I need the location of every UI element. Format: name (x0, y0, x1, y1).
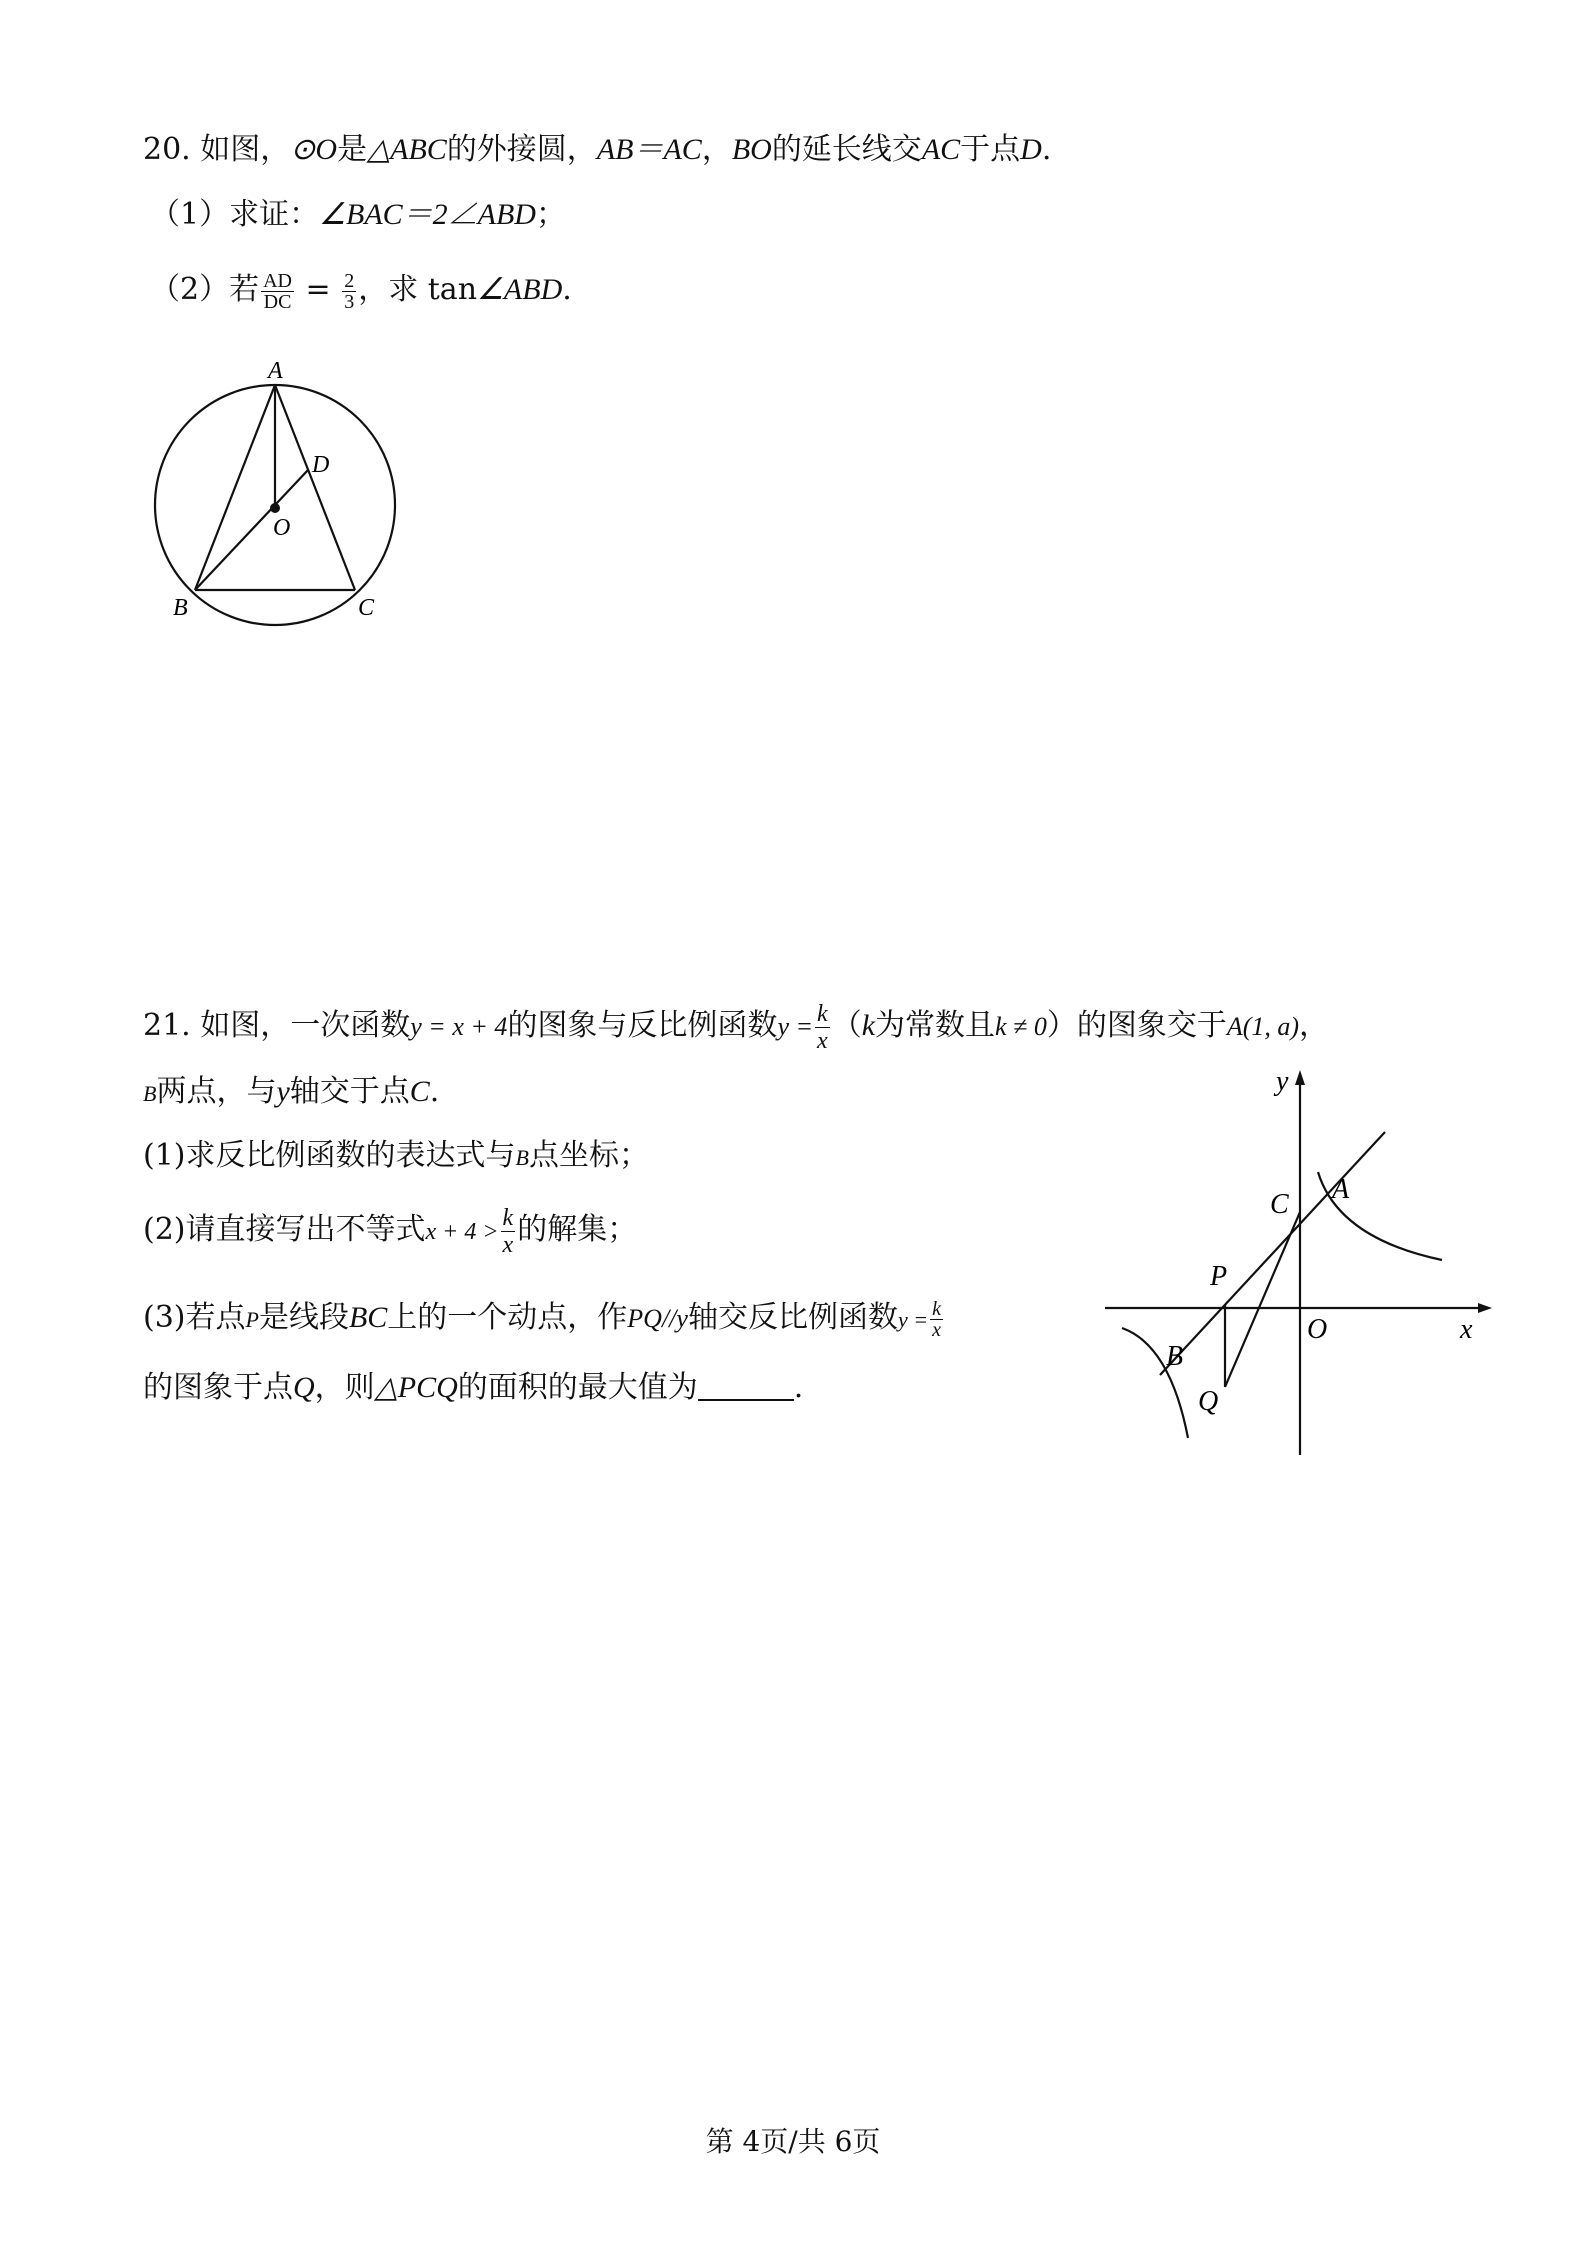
q20-bo: BO (731, 133, 772, 166)
q21-text: 的面积的最大值为 (457, 1370, 698, 1405)
q20-text: 的延长线交 (771, 132, 922, 167)
fraction-numerator: k (932, 1297, 941, 1320)
q21-y-equals: y = (897, 1307, 929, 1332)
q20-text: ，求 tan (358, 272, 478, 307)
q21-k-over-x (815, 1001, 830, 1054)
label-o: O (273, 515, 291, 541)
q21-part3-text: (3)若点 (143, 1300, 246, 1335)
q20-text: . (562, 272, 572, 307)
q21-number: 21. (143, 1008, 191, 1043)
q21-bc: BC (348, 1301, 388, 1334)
q21-text: 为常数且 (875, 1008, 996, 1043)
page-footer: 第 4页/共 6页 (705, 2125, 881, 2158)
q20-equals: = (305, 272, 331, 307)
q21-y-equals: y = (777, 1012, 814, 1041)
label-a: A (1332, 1174, 1350, 1205)
q21-p: P (245, 1307, 259, 1332)
segment-ab (195, 385, 275, 590)
q21-text: 轴交于点 (289, 1074, 410, 1109)
q20-ab-eq-ac: AB＝AC (596, 133, 702, 166)
label-d: D (312, 452, 330, 478)
q21-text: 如图，一次函数 (200, 1008, 411, 1043)
q20-part2-label: （2）若 (150, 272, 260, 307)
q21-y: y (676, 1304, 688, 1333)
segment-ac (275, 385, 355, 590)
q21-part1-b: B (515, 1145, 529, 1170)
label-b: B (1166, 1341, 1184, 1372)
q21-inequality: x + 4 > (425, 1219, 499, 1245)
linear-function-line (1160, 1132, 1385, 1375)
label-b: B (173, 595, 188, 621)
q20-value-fraction (342, 271, 356, 312)
fraction-denominator: x (817, 1027, 828, 1054)
q20-circle-figure (140, 350, 420, 630)
fraction-denominator: x (932, 1318, 941, 1341)
fraction-denominator: DC (263, 290, 292, 313)
q21-part3-line2 (143, 1368, 803, 1408)
q20-ac: AC (921, 133, 961, 166)
answer-blank[interactable] (698, 1371, 794, 1401)
q21-text: ， (1299, 1008, 1330, 1043)
y-axis-arrow-icon (1295, 1070, 1305, 1085)
q21-part1 (143, 1136, 649, 1178)
q20-part2 (150, 270, 572, 312)
q20-d: D (1020, 133, 1042, 166)
q21-k: k (861, 1009, 876, 1042)
segment-bd (195, 470, 308, 590)
q21-text: 两点，与 (156, 1074, 277, 1109)
q21-text: 的图象与反比例函数 (507, 1008, 778, 1043)
label-o: O (1307, 1314, 1328, 1345)
fraction-numerator: k (502, 1204, 514, 1231)
fraction-denominator: x (502, 1231, 514, 1258)
q21-text: 上的一个动点，作 (387, 1300, 628, 1335)
q21-text: . (793, 1370, 804, 1405)
q21-c: C (409, 1075, 430, 1108)
q21-part3-line1 (143, 1290, 945, 1348)
q20-circle-o: ⊙O (290, 133, 338, 166)
q21-q: Q (293, 1371, 315, 1404)
label-a: A (268, 358, 283, 384)
q20-stem (143, 130, 1051, 170)
q20-text: . (1041, 132, 1052, 167)
label-x: x (1460, 1314, 1473, 1345)
fraction-numerator: AD (263, 269, 292, 292)
center-point-o (270, 503, 280, 513)
label-q: Q (1198, 1386, 1219, 1417)
label-p: P (1210, 1261, 1228, 1292)
segment-cq (1225, 1212, 1300, 1387)
q20-text: 的外接圆， (446, 132, 597, 167)
q20-number: 20. (143, 132, 191, 167)
q21-part2 (143, 1200, 637, 1262)
q21-text: ，则 (314, 1370, 375, 1405)
q21-text: 是线段 (258, 1300, 349, 1335)
q20-part1 (150, 195, 566, 235)
q20-text: 是 (337, 132, 368, 167)
label-c: C (1270, 1189, 1289, 1220)
q21-text: 点坐标； (528, 1138, 649, 1173)
q21-part2-text: (2)请直接写出不等式 (143, 1212, 426, 1247)
q20-text: ； (535, 197, 566, 232)
q21-y: y (276, 1075, 290, 1108)
x-axis-arrow-icon (1478, 1303, 1492, 1313)
q21-k-nonzero: k ≠ 0 (995, 1012, 1047, 1041)
q21-stem-line1 (143, 1000, 1329, 1054)
fraction-numerator: 2 (344, 269, 355, 292)
fraction-denominator: 3 (344, 290, 355, 313)
q20-text: 如图， (200, 132, 291, 167)
q21-part1-text: (1)求反比例函数的表达式与 (143, 1138, 516, 1173)
q21-text: 的图象于点 (143, 1370, 293, 1405)
q21-text: 的解集； (517, 1212, 638, 1247)
q21-stem-line2 (143, 1072, 439, 1114)
fraction-numerator: k (817, 1000, 828, 1027)
q21-triangle-pcq: △PCQ (374, 1371, 458, 1404)
q20-ratio-fraction (261, 271, 294, 312)
q21-text: 轴交反比例函数 (687, 1300, 898, 1335)
q21-part3-fraction (930, 1299, 943, 1340)
q21-text: . (429, 1074, 440, 1109)
q20-text: ， (701, 132, 732, 167)
label-c: C (358, 595, 375, 621)
q21-pq: PQ// (627, 1304, 677, 1333)
q20-part1-expr: ∠BAC＝2∠ABD (319, 198, 536, 231)
q20-text: 于点 (960, 132, 1021, 167)
label-y: y (1276, 1066, 1289, 1097)
q21-part2-fraction (501, 1205, 516, 1258)
q21-graph-figure (1100, 1060, 1500, 1460)
q21-b: B (143, 1081, 157, 1106)
q20-triangle: △ABC (367, 133, 447, 166)
q21-text: ）的图象交于 (1046, 1008, 1227, 1043)
q21-text: （ (831, 1008, 862, 1043)
q20-part2-angle: ∠ABD (477, 273, 563, 306)
q21-linear-function: y = x + 4 (410, 1012, 508, 1041)
q20-part1-label: （1）求证： (150, 197, 320, 232)
q21-point-a: A(1, a) (1226, 1012, 1300, 1041)
